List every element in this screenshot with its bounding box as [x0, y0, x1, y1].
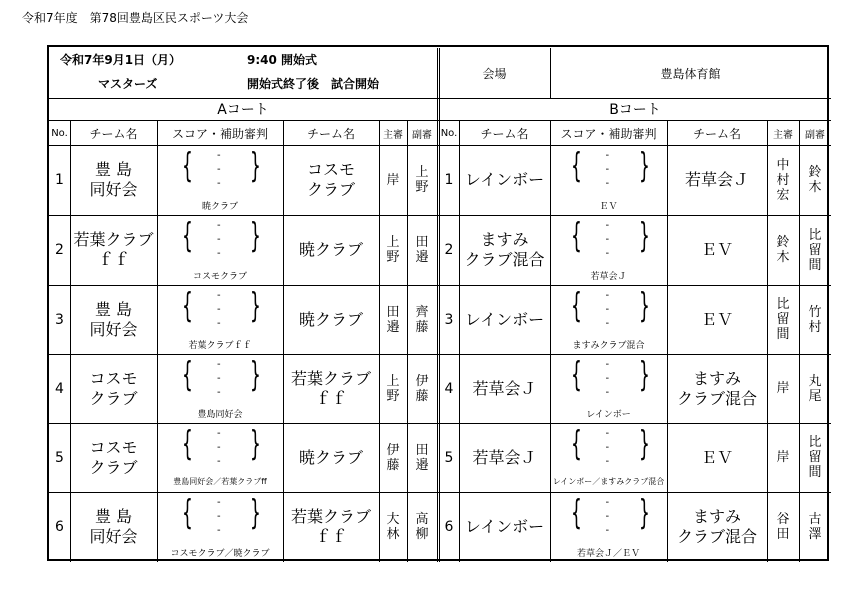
- court-a-team1: 豊 島 同好会: [89, 299, 138, 339]
- court-b-col-team2-header: チーム名: [692, 126, 741, 141]
- court-a-sub-referee: 田 邉: [415, 442, 429, 473]
- court-b-score-bracket-left: {: [570, 216, 582, 256]
- court-b-label: Bコート: [609, 102, 661, 118]
- court-b-score-dash: -: [605, 456, 610, 467]
- court-b-col-no-header: No.: [440, 127, 458, 139]
- court-b-chief-referee: 岸: [776, 381, 790, 396]
- court-a-aux-referee: コスモクラブ／暁クラブ: [170, 549, 270, 559]
- court-b-team2: ますみ クラブ混合: [676, 507, 757, 546]
- court-a-score-dash: -: [217, 234, 221, 245]
- court-a-score-dash: -: [217, 373, 221, 384]
- court-b-score-bracket-left: {: [570, 286, 582, 326]
- court-b-score-dash: -: [605, 511, 610, 522]
- court-b-team2: ますみ クラブ混合: [676, 368, 757, 408]
- schedule-table: [47, 45, 829, 561]
- court-a-score-bracket-left: {: [182, 424, 193, 464]
- court-b-score-dash: -: [605, 248, 610, 259]
- court-a-chief-referee: 田 邉: [386, 304, 400, 335]
- court-b-score-bracket-right: }: [638, 146, 650, 186]
- court-a-score-bracket-left: {: [182, 286, 193, 326]
- court-a-score-bracket-left: {: [182, 493, 193, 533]
- date-label: 令和7年9月1日（月）: [60, 52, 182, 67]
- court-a-score-dash: -: [217, 511, 221, 522]
- court-b-team1: ますみ クラブ混合: [464, 230, 545, 269]
- court-a-team1: 豊 島 同好会: [89, 160, 138, 199]
- court-a-chief-referee: 岸: [386, 172, 400, 188]
- court-a-sub-referee: 齊 藤: [415, 304, 429, 335]
- court-a-sub-referee: 高 柳: [415, 512, 429, 542]
- court-b-score-dash: -: [605, 442, 610, 453]
- court-b-aux-referee: 若草会Ｊ: [590, 272, 627, 282]
- court-b-score-dash: -: [605, 428, 610, 439]
- court-a-match-no: 5: [55, 449, 64, 466]
- court-a-team2: 若葉クラブ ｆｆ: [290, 368, 371, 408]
- court-b-team1: レインボー: [464, 517, 545, 536]
- court-a-match-no: 3: [55, 311, 64, 328]
- court-b-col-score-header: スコア・補助審判: [560, 126, 657, 141]
- court-b-sub-referee: 鈴 木: [808, 165, 822, 195]
- grid-line: [437, 48, 438, 562]
- court-a-score-bracket-right: }: [250, 355, 261, 395]
- court-b-sub-referee: 丸 尾: [808, 373, 822, 404]
- court-b-team1: 若草会Ｊ: [472, 447, 537, 467]
- court-a-sub-referee: 田 邉: [415, 235, 429, 265]
- court-b-match-no: 6: [444, 519, 454, 535]
- court-b-score-dash: -: [605, 359, 610, 370]
- court-a-score-dash: -: [217, 178, 221, 189]
- court-b-aux-referee: ＥＶ: [599, 202, 618, 212]
- court-a-col-chief-header: 主審: [383, 129, 403, 141]
- court-b-chief-referee: 岸: [776, 450, 790, 465]
- court-a-score-dash: -: [217, 248, 221, 259]
- court-a-aux-referee: コスモクラブ: [192, 272, 247, 282]
- court-a-label: Aコート: [217, 102, 269, 118]
- time-label: 9:40 開始式: [247, 52, 318, 67]
- court-a-score-bracket-right: }: [250, 424, 261, 464]
- court-a-team2: 暁クラブ: [298, 447, 363, 467]
- court-a-score-dash: -: [217, 359, 221, 370]
- court-b-score-dash: -: [605, 387, 610, 398]
- court-a-score-dash: -: [217, 304, 221, 315]
- court-b-score-bracket-left: {: [570, 146, 582, 186]
- court-a-score-dash: -: [217, 318, 221, 329]
- court-a-team2: 暁クラブ: [298, 309, 363, 329]
- court-b-team2: ＥＶ: [700, 240, 733, 259]
- court-b-chief-referee: 比 留 間: [776, 297, 790, 342]
- court-a-team2: 暁クラブ: [298, 240, 363, 259]
- court-a-aux-referee: 若葉クラブｆｆ: [188, 341, 252, 351]
- court-b-score-bracket-left: {: [570, 355, 582, 395]
- court-a-team1: 豊 島 同好会: [89, 507, 138, 546]
- court-a-team1: コスモ クラブ: [89, 368, 138, 408]
- court-b-match-no: 4: [444, 380, 454, 397]
- court-a-col-score-header: スコア・補助審判: [171, 126, 268, 141]
- court-a-chief-referee: 伊 藤: [386, 442, 400, 473]
- court-a-match-no: 4: [55, 380, 64, 397]
- court-a-score-bracket-left: {: [182, 146, 193, 186]
- court-b-aux-referee: レインボー: [586, 410, 631, 420]
- court-a-team1: 若葉クラブ ｆｆ: [73, 230, 154, 269]
- court-a-col-team2-header: チーム名: [306, 126, 355, 141]
- court-b-score-dash: -: [605, 290, 610, 301]
- court-a-match-no: 6: [55, 519, 64, 535]
- court-b-score-bracket-right: }: [638, 216, 650, 256]
- court-a-sub-referee: 伊 藤: [415, 373, 429, 404]
- court-a-score-bracket-left: {: [182, 216, 193, 256]
- court-a-score-bracket-left: {: [182, 355, 193, 395]
- court-b-score-dash: -: [605, 525, 610, 536]
- court-b-score-bracket-right: }: [638, 493, 650, 533]
- court-b-score-dash: -: [605, 373, 610, 384]
- court-b-match-no: 1: [444, 172, 454, 188]
- court-b-col-sub-header: 副審: [805, 129, 825, 141]
- start-note: 開始式終了後 試合開始: [247, 76, 380, 91]
- court-b-sub-referee: 比 留 間: [808, 435, 822, 480]
- court-b-match-no: 5: [444, 449, 454, 466]
- court-a-score-dash: -: [217, 456, 221, 467]
- court-b-team1: レインボー: [464, 309, 545, 329]
- court-a-col-team-header: チーム名: [89, 126, 138, 141]
- court-b-score-bracket-right: }: [638, 286, 650, 326]
- court-a-score-bracket-right: }: [250, 216, 261, 256]
- court-b-score-bracket-left: {: [570, 493, 582, 533]
- court-a-score-dash: -: [217, 164, 221, 175]
- court-a-team2: 若葉クラブ ｆｆ: [290, 507, 371, 546]
- court-b-score-bracket-right: }: [638, 424, 650, 464]
- court-a-score-dash: -: [217, 290, 221, 301]
- court-b-score-dash: -: [605, 178, 610, 189]
- court-a-chief-referee: 大 林: [386, 512, 400, 542]
- court-b-match-no: 2: [444, 242, 454, 258]
- court-a-score-dash: -: [217, 525, 221, 536]
- court-a-aux-referee: 豊島同好会／若葉クラブff: [173, 477, 267, 486]
- court-a-match-no: 2: [55, 242, 64, 258]
- court-a-score-bracket-right: }: [250, 493, 261, 533]
- venue-name: 豊島体育館: [660, 66, 721, 81]
- court-b-col-chief-header: 主審: [773, 129, 793, 141]
- category-label: マスターズ: [98, 76, 158, 91]
- court-b-score-dash: -: [605, 497, 610, 508]
- court-a-score-bracket-right: }: [250, 146, 261, 186]
- court-b-score-bracket-left: {: [570, 424, 582, 464]
- court-a-score-dash: -: [217, 497, 221, 508]
- court-b-score-dash: -: [605, 164, 610, 175]
- court-a-score-dash: -: [217, 150, 221, 161]
- court-b-col-team-header: チーム名: [480, 126, 529, 141]
- court-a-score-dash: -: [217, 442, 221, 453]
- court-b-score-dash: -: [605, 318, 610, 329]
- court-b-score-bracket-right: }: [638, 355, 650, 395]
- court-b-aux-referee: 若草会Ｊ／ＥＶ: [576, 549, 640, 559]
- court-b-chief-referee: 谷 田: [776, 512, 790, 542]
- court-b-sub-referee: 竹 村: [808, 304, 822, 335]
- court-b-score-dash: -: [605, 150, 610, 161]
- court-b-team2: 若草会Ｊ: [684, 170, 749, 189]
- court-a-aux-referee: 豊島同好会: [197, 410, 243, 420]
- court-a-chief-referee: 上 野: [386, 235, 400, 265]
- court-a-aux-referee: 暁クラブ: [201, 202, 238, 212]
- court-b-match-no: 3: [444, 311, 454, 328]
- court-b-aux-referee: レインボー／ますみクラブ混合: [552, 477, 665, 486]
- court-b-team2: ＥＶ: [700, 309, 733, 329]
- court-b-team2: ＥＶ: [700, 447, 733, 467]
- court-a-score-dash: -: [217, 220, 221, 231]
- court-b-sub-referee: 古 澤: [808, 512, 822, 542]
- court-b-team1: レインボー: [464, 170, 545, 189]
- court-b-sub-referee: 比 留 間: [808, 227, 822, 273]
- court-a-sub-referee: 上 野: [415, 165, 429, 195]
- court-b-score-dash: -: [605, 234, 610, 245]
- court-b-score-dash: -: [605, 220, 610, 231]
- court-a-score-dash: -: [217, 428, 221, 439]
- venue-label: 会場: [482, 66, 507, 81]
- court-a-chief-referee: 上 野: [386, 373, 400, 404]
- court-a-score-dash: -: [217, 387, 221, 398]
- court-b-chief-referee: 鈴 木: [776, 235, 790, 265]
- court-a-col-sub-header: 副審: [412, 129, 432, 141]
- court-b-score-dash: -: [605, 304, 610, 315]
- court-a-team2: コスモ クラブ: [306, 160, 355, 199]
- court-b-aux-referee: ますみクラブ混合: [572, 341, 645, 351]
- page-title: 令和7年度 第78回豊島区民スポーツ大会: [22, 11, 249, 25]
- court-a-col-no-header: No.: [51, 127, 68, 139]
- court-a-team1: コスモ クラブ: [89, 437, 138, 477]
- court-a-score-bracket-right: }: [250, 286, 261, 326]
- court-b-team1: 若草会Ｊ: [472, 378, 537, 398]
- court-a-match-no: 1: [55, 172, 64, 188]
- court-b-chief-referee: 中 村 宏: [776, 157, 790, 203]
